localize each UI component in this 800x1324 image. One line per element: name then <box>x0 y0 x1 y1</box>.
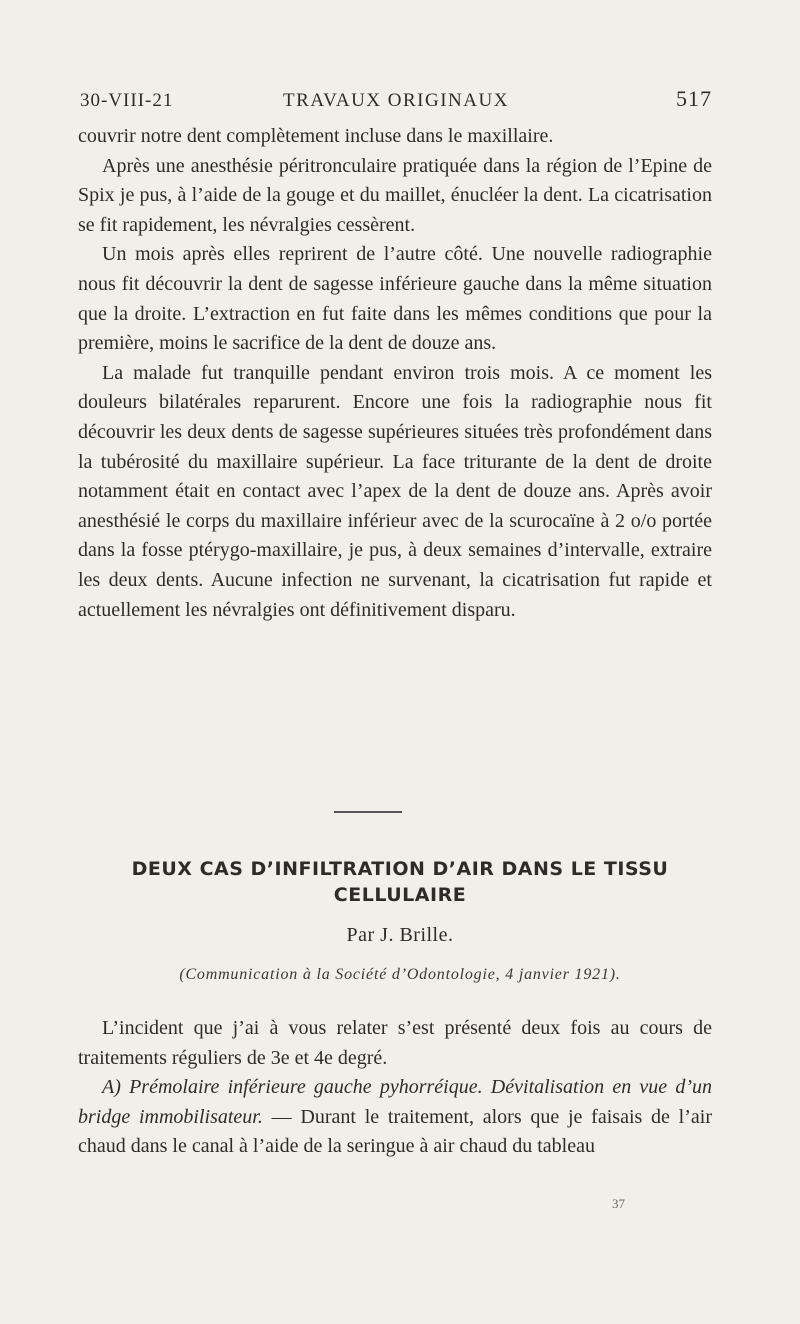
paragraph-case-a <box>78 1073 712 1162</box>
header-date: 30-VIII-21 <box>80 90 174 111</box>
body-text-article <box>78 1014 712 1162</box>
paragraph: La malade fut tranquille pendant environ trois mois. A ce moment les douleurs bilatérales reparurent. Encore une fois la radiographie nous fit découvrir les deux dents de sagesse supérieures situées très profondément dans la tubérosité du maxillaire supérieur. La face triturante de la dent de droite notamment était en contact avec l’apex de la dent de douze ans. Après avoir anesthésié le corps du maxillaire inférieur avec de la scurocaïne à 2 o/o portée dans la fosse ptérygo-maxillaire, je pus, à deux semaines d’intervalle, extraire les deux dents. Aucune infection ne survenant, la cicatrisation fut rapide et actuellement les névralgies ont définitivement disparu. <box>78 361 712 621</box>
paragraph-intro: L’incident que j’ai à vous relater s’est présenté deux fois au cours de traitements réguliers de 3e et 4e degré. <box>78 1017 712 1069</box>
case-a-heading: A) Prémolaire inférieure gauche pyhorréique. Dévitalisation en vue d’un bridge immobilisateur. <box>78 1076 712 1128</box>
body-text-top <box>78 122 712 625</box>
header-page-number: 517 <box>676 86 712 111</box>
paragraph-continuation: couvrir notre dent complètement incluse dans le maxillaire. <box>78 125 554 147</box>
article-title-line-1: DEUX CAS D’INFILTRATION D’AIR DANS LE TISSU <box>131 858 669 880</box>
article-communication-note: (Communication à la Société d’Odontologie, 4 janvier 1921). <box>179 966 621 983</box>
article-title <box>60 856 740 908</box>
paragraph: Après une anesthésie péritronculaire pratiquée dans la région de l’Epine de Spix je pus, à l’aide de la gouge et du maillet, énucléer la dent. La cicatrisation se fit rapidement, les névralgies cessèrent. <box>78 154 712 236</box>
running-header <box>80 86 712 118</box>
article-author: Par J. Brille. <box>346 924 454 946</box>
header-running-title: TRAVAUX ORIGINAUX <box>283 90 509 111</box>
case-a-text: — Durant le traitement, alors que je faisais de l’air chaud dans le canal à l’aide de la seringue à air chaud du tableau <box>78 1105 712 1158</box>
section-divider <box>334 811 402 813</box>
article-title-line-2: CELLULAIRE <box>333 884 467 906</box>
paragraph: Un mois après elles reprirent de l’autre côté. Une nouvelle radiographie nous fit découvrir la dent de sagesse inférieure gauche dans la même situation que la droite. L’extraction en fut faite dans les mêmes conditions que pour la première, moins le sacrifice de la dent de douze ans. <box>78 243 712 355</box>
signature-mark: 37 <box>612 1196 625 1211</box>
